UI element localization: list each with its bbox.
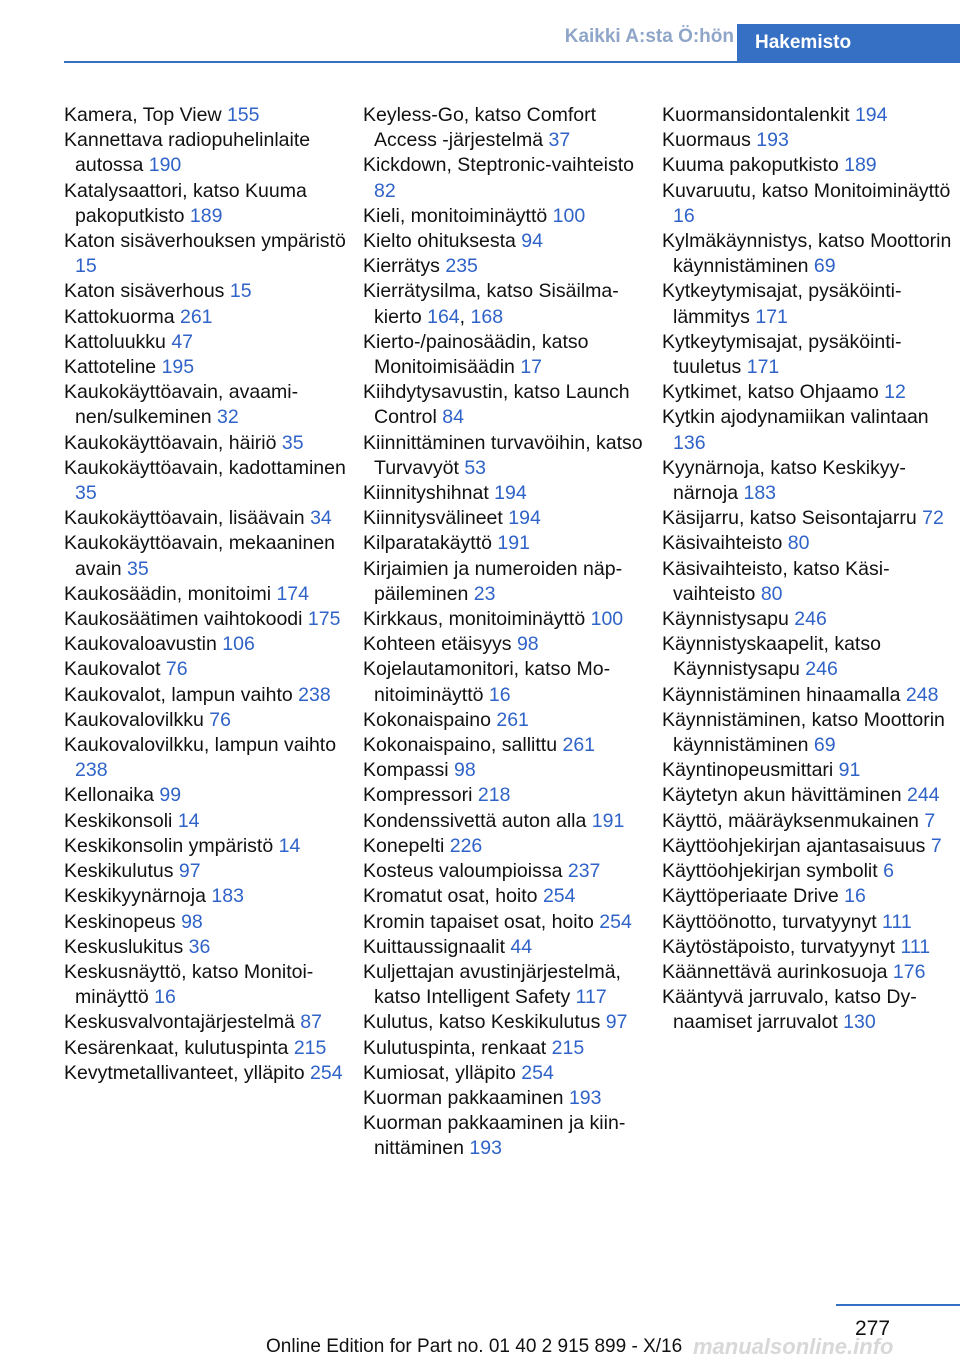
- index-term: Kääntyvä jarruvalo, katso Dynaamiset jarruvalot: [662, 986, 917, 1034]
- index-entry: [64, 431, 349, 456]
- page-link[interactable]: 189: [189, 204, 223, 227]
- tab-index[interactable]: Hakemisto: [737, 24, 960, 61]
- page-link[interactable]: 191: [591, 809, 625, 832]
- page-link[interactable]: 100: [552, 204, 586, 227]
- page-link[interactable]: 76: [209, 708, 231, 731]
- edition-note: Online Edition for Part no. 01 40 2 915 899 - X/16: [266, 1336, 683, 1357]
- page-link[interactable]: 44: [510, 935, 533, 958]
- index-entry: [363, 910, 648, 935]
- index-entry: [64, 935, 349, 960]
- index-term: Kuorman pakkaaminen ja kiinnittäminen: [363, 1112, 626, 1160]
- index-entry: [64, 884, 349, 909]
- index-term: Kickdown, Steptronic-vaihteisto: [363, 154, 634, 177]
- page-link[interactable]: 195: [161, 356, 195, 379]
- page-link[interactable]: 171: [755, 305, 788, 328]
- index-entry: [662, 708, 952, 758]
- index-term: Käynnistäminen hinaamalla: [662, 683, 906, 706]
- index-entry: [363, 1086, 648, 1111]
- index-term: Kierrätys: [363, 255, 446, 278]
- index-term: Kuormaus: [662, 129, 757, 152]
- index-entry: [662, 279, 952, 329]
- index-term: Kohteen etäisyys: [363, 633, 517, 656]
- index-term: Kuljettajan avustinjärjestelmä, katso Intelligent Safety: [363, 960, 621, 1009]
- page-link[interactable]: 14: [177, 809, 200, 832]
- page-link[interactable]: 261: [179, 305, 213, 328]
- index-entry: [363, 733, 648, 758]
- page-link[interactable]: 130: [843, 1011, 876, 1034]
- index-entry: [363, 834, 648, 859]
- index-entry: [363, 1061, 648, 1086]
- index-entry: [363, 632, 648, 657]
- index-entry: [363, 708, 648, 733]
- index-entry: [363, 783, 648, 808]
- index-entry: [662, 809, 952, 834]
- page-link[interactable]: 246: [805, 658, 838, 681]
- page-separator: ,: [459, 305, 471, 328]
- page-link[interactable]: 53: [464, 456, 487, 479]
- index-term: Kattoteline: [64, 356, 162, 379]
- index-entry: [64, 456, 349, 506]
- page-link[interactable]: 244: [906, 784, 940, 807]
- page-link[interactable]: 23: [473, 582, 496, 605]
- index-term: Katon sisäverhouksen ympäristö: [64, 230, 346, 253]
- index-term: Kompressori: [363, 784, 478, 807]
- index-term: Kiihdytysavustin, katso Launch Control: [363, 381, 630, 429]
- index-entry: [363, 1036, 648, 1061]
- page-link[interactable]: 100: [590, 608, 624, 631]
- index-entry: [363, 279, 648, 329]
- index-term: Katon sisäverhous: [64, 280, 230, 303]
- index-term: Keskinopeus: [64, 910, 182, 933]
- index-term: Kaukosäätimen vaihtokoodi: [64, 608, 308, 631]
- index-term: Käsijarru, katso Seisontajarru: [662, 507, 923, 530]
- index-term: Keskikonsoli: [64, 809, 178, 832]
- page-link[interactable]: 97: [605, 1011, 628, 1034]
- index-entry: [662, 380, 952, 405]
- index-term: Käyttöperiaate Drive: [662, 885, 845, 908]
- index-term: Kumiosat, ylläpito: [363, 1061, 522, 1084]
- page-link[interactable]: 16: [844, 885, 866, 908]
- index-entry: [64, 859, 349, 884]
- page-link[interactable]: 37: [548, 129, 571, 152]
- page-link[interactable]: 193: [568, 1086, 602, 1109]
- page-link[interactable]: 190: [148, 154, 182, 177]
- index-entry: [363, 103, 648, 153]
- index-entry: [662, 103, 952, 128]
- index-entry: [64, 179, 349, 229]
- page-link[interactable]: 32: [217, 406, 239, 429]
- index-term: Käsivaihteisto, katso Käsivaihteisto: [662, 557, 890, 605]
- index-term: Kirkkaus, monitoiminäyttö: [363, 608, 591, 631]
- index-term: Kytkin ajodynamiikan valintaan: [662, 406, 929, 429]
- index-entry: [64, 531, 349, 581]
- index-entry: [363, 884, 648, 909]
- page-link[interactable]: 174: [276, 582, 309, 605]
- page-link[interactable]: 72: [922, 507, 944, 530]
- page-link[interactable]: 176: [892, 960, 926, 983]
- index-term: Kaukovalovilkku, lampun vaihto: [64, 734, 337, 757]
- index-term: Kokonaispaino, sallittu: [363, 734, 563, 757]
- index-term: Kellonaika: [64, 784, 160, 807]
- index-term: Käyttöohjekirjan ajantasaisuus: [662, 834, 931, 857]
- index-term: Kierrätysilma, katso Sisäilmakierto: [363, 280, 619, 328]
- breadcrumb[interactable]: Kaikki A:sta Ö:hön: [564, 26, 734, 47]
- page-link[interactable]: 80: [787, 532, 810, 555]
- index-term: Kieli, monitoiminäyttö: [363, 204, 553, 227]
- index-entry: [662, 179, 952, 229]
- watermark: manualsonline.info: [693, 1334, 894, 1359]
- index-term: Kuittaussignaalit: [363, 935, 511, 958]
- index-term: Kyynärnoja, katso Keskikyynärnoja: [662, 456, 906, 505]
- index-term: Kuorman pakkaaminen: [363, 1086, 569, 1109]
- index-term: Kosteus valoumpioissa: [363, 860, 568, 883]
- page-link[interactable]: 194: [508, 507, 541, 530]
- index-entry: [662, 456, 952, 506]
- index-term: Konepelti: [363, 834, 450, 857]
- page-link[interactable]: 183: [743, 482, 777, 505]
- page-link[interactable]: 12: [884, 381, 906, 404]
- index-term: Kaukokäyttöavain, avaaminen/sulkeminen: [64, 381, 299, 429]
- index-entry: [64, 1010, 349, 1035]
- index-entry: [64, 279, 349, 304]
- index-entry: [662, 632, 952, 682]
- index-entry: [64, 960, 349, 1010]
- index-entry: [363, 380, 648, 430]
- index-entry: [64, 103, 349, 128]
- index-entry: [64, 783, 349, 808]
- index-entry: [64, 834, 349, 859]
- page-link[interactable]: 254: [521, 1061, 554, 1084]
- index-entry: [662, 557, 952, 607]
- index-term: Kaukovaloavustin: [64, 633, 223, 656]
- page-link[interactable]: 16: [488, 683, 511, 706]
- page-link[interactable]: 194: [494, 482, 527, 505]
- index-term: Kytkimet, katso Ohjaamo: [662, 381, 885, 404]
- index-term: Käytöstäpoisto, turvatyynyt: [662, 935, 901, 958]
- index-term: Kaukovalot: [64, 658, 166, 681]
- index-entry: [363, 330, 648, 380]
- index-term: Kiinnitysvälineet: [363, 507, 509, 530]
- index-column-2: [363, 103, 648, 1162]
- index-entry: [363, 254, 648, 279]
- index-entry: [64, 733, 349, 783]
- page-link[interactable]: 15: [229, 280, 252, 303]
- page-link[interactable]: 7: [924, 809, 936, 832]
- index-entry: [64, 632, 349, 657]
- index-term: Käännettävä aurinkosuoja: [662, 960, 893, 983]
- page-link[interactable]: 16: [673, 204, 695, 227]
- index-entry: [662, 153, 952, 178]
- index-term: Kierto-/painosäädin, katso Monitoimisäädin: [363, 330, 589, 379]
- index-term: Kytkeytymisajat, pysäköintilämmitys: [662, 280, 902, 328]
- index-term: Kokonaispaino: [363, 708, 497, 731]
- page-link[interactable]: 34: [310, 507, 332, 530]
- index-entry: [64, 229, 349, 279]
- page-link[interactable]: 69: [813, 255, 836, 278]
- index-term: Kamera, Top View: [64, 104, 227, 126]
- page-link[interactable]: 16: [154, 986, 176, 1009]
- page-link[interactable]: 98: [516, 633, 539, 656]
- page-link[interactable]: 261: [562, 734, 596, 757]
- page-link[interactable]: 76: [165, 658, 188, 681]
- page-link[interactable]: 82: [374, 179, 396, 202]
- index-entry: [64, 128, 349, 178]
- page-link[interactable]: 111: [882, 910, 912, 933]
- page-link[interactable]: 6: [883, 860, 894, 883]
- index-term: Kompassi: [363, 759, 455, 782]
- index-term: Kuormansidontalenkit: [662, 104, 855, 126]
- index-entry: [64, 355, 349, 380]
- page-link[interactable]: 111: [900, 935, 931, 958]
- index-term: Kaukosäädin, monitoimi: [64, 582, 277, 605]
- page-link[interactable]: 35: [75, 482, 97, 505]
- page-link[interactable]: 35: [281, 431, 304, 454]
- index-column-3: [662, 103, 952, 1036]
- index-entry: [662, 935, 952, 960]
- page-link[interactable]: 99: [159, 784, 182, 807]
- index-entry: [64, 506, 349, 531]
- index-entry: [64, 708, 349, 733]
- index-entry: [64, 809, 349, 834]
- index-entry: [363, 758, 648, 783]
- index-entry: [363, 481, 648, 506]
- index-term: Käynnistäminen, katso Moottorin käynnistäminen: [662, 708, 945, 757]
- index-entry: [363, 935, 648, 960]
- page-link[interactable]: 215: [293, 1036, 327, 1059]
- page-link[interactable]: 136: [673, 431, 706, 454]
- page-link[interactable]: 238: [75, 759, 108, 782]
- page-link[interactable]: 171: [746, 356, 780, 379]
- header-divider: [64, 61, 960, 63]
- page-link[interactable]: 17: [520, 356, 543, 379]
- page-link[interactable]: 226: [449, 834, 483, 857]
- index-term: Kirjaimien ja numeroiden näppäileminen: [363, 557, 623, 605]
- index-entry: [363, 607, 648, 632]
- index-entry: [363, 204, 648, 229]
- page-link[interactable]: 237: [567, 860, 601, 883]
- page-link[interactable]: 80: [760, 582, 783, 605]
- page-link[interactable]: 164: [427, 305, 460, 328]
- page-header: [0, 0, 960, 62]
- index-entry: [662, 128, 952, 153]
- index-entry: [64, 910, 349, 935]
- index-term: Kromin tapaiset osat, hoito: [363, 910, 600, 933]
- index-entry: [662, 330, 952, 380]
- index-term: Kaukokäyttöavain, kadottaminen: [64, 456, 346, 479]
- page-link[interactable]: 246: [794, 608, 827, 631]
- index-term: Käsivaihteisto: [662, 532, 788, 555]
- index-entry: [662, 884, 952, 909]
- index-entry: [363, 557, 648, 607]
- index-term: Kielto ohituksesta: [363, 230, 522, 253]
- page-link[interactable]: 189: [844, 154, 877, 177]
- index-entry: [662, 405, 952, 455]
- index-column-1: [64, 103, 349, 1086]
- index-term: Kondenssivettä auton alla: [363, 809, 592, 832]
- page-link[interactable]: 94: [521, 230, 543, 253]
- index-entry: [662, 910, 952, 935]
- index-entry: [363, 1010, 648, 1035]
- page-link[interactable]: 254: [599, 910, 632, 933]
- index-term: Käynnistysapu: [662, 608, 795, 631]
- page-link[interactable]: 193: [756, 129, 789, 152]
- index-term: Kulutuspinta, renkaat: [363, 1036, 552, 1059]
- page-link[interactable]: 238: [298, 683, 331, 706]
- index-term: Kaukokäyttöavain, häiriö: [64, 431, 282, 454]
- index-entry: [662, 683, 952, 708]
- index-term: Kytkeytymisajat, pysäköintituuletus: [662, 330, 902, 379]
- page-link[interactable]: 235: [445, 255, 478, 278]
- page-link[interactable]: 183: [211, 885, 244, 908]
- footer-divider: [836, 1304, 960, 1306]
- index-entry: [64, 582, 349, 607]
- index-entry: [363, 506, 648, 531]
- index-entry: [662, 758, 952, 783]
- index-term: Käytetyn akun hävittäminen: [662, 784, 907, 807]
- index-term: Keskuslukitus: [64, 935, 189, 958]
- index-term: Kilparatakäyttö: [363, 532, 498, 555]
- page-link[interactable]: 91: [838, 759, 861, 782]
- index-entry: [363, 1111, 648, 1161]
- index-term: Kojelautamonitori, katso Monitoiminäyttö: [363, 658, 611, 706]
- index-entry: [64, 305, 349, 330]
- page-link[interactable]: 69: [813, 734, 836, 757]
- page-link[interactable]: 194: [854, 104, 888, 126]
- index-term: Keskusvalvontajärjestelmä: [64, 1011, 301, 1034]
- index-term: Keyless-Go, katso Comfort Access ‑järjestelmä: [363, 104, 596, 152]
- index-entry: [363, 431, 648, 481]
- page-link[interactable]: 193: [469, 1137, 502, 1160]
- index-entry: [64, 1036, 349, 1061]
- index-entry: [64, 330, 349, 355]
- index-entry: [662, 834, 952, 859]
- index-term: Kaukovalovilkku: [64, 708, 210, 731]
- page-link[interactable]: 14: [278, 834, 301, 857]
- index-term: Kuuma pakoputkisto: [662, 154, 845, 177]
- page-link[interactable]: 106: [222, 633, 255, 656]
- page-link[interactable]: 117: [575, 986, 607, 1009]
- page-link[interactable]: 248: [905, 683, 939, 706]
- page-link[interactable]: 84: [442, 406, 464, 429]
- page-number: 277: [855, 1317, 891, 1340]
- index-entry: [64, 380, 349, 430]
- page-link[interactable]: 47: [171, 330, 194, 353]
- index-term: Käynnistyskaapelit, katso Käynnistysapu: [662, 633, 881, 681]
- index-entry: [363, 809, 648, 834]
- index-entry: [662, 531, 952, 556]
- page-link[interactable]: 254: [310, 1061, 343, 1084]
- index-term: Kaukokäyttöavain, mekaaninen avain: [64, 532, 336, 580]
- index-term: Käyttöohjekirjan symbolit: [662, 860, 884, 883]
- page-link[interactable]: 7: [930, 834, 942, 857]
- page-link[interactable]: 98: [454, 759, 476, 782]
- page-link[interactable]: 168: [470, 305, 504, 328]
- index-term: Kuvaruutu, katso Monitoiminäyttö: [662, 179, 951, 202]
- index-entry: [363, 531, 648, 556]
- index-entry: [662, 783, 952, 808]
- index-entry: [662, 607, 952, 632]
- index-entry: [662, 229, 952, 279]
- index-term: Kulutus, katso Keskikulutus: [363, 1011, 606, 1034]
- page-link[interactable]: 215: [551, 1036, 585, 1059]
- index-term: Kylmäkäynnistys, katso Moottorin käynnistäminen: [662, 230, 952, 278]
- index-term: Käyttö, määräyksenmukainen: [662, 809, 925, 832]
- index-term: Kesärenkaat, kulutuspinta: [64, 1036, 294, 1059]
- index-entry: [64, 607, 349, 632]
- index-term: Kiinnityshihnat: [363, 482, 495, 505]
- index-term: Keskikyynärnoja: [64, 885, 212, 908]
- index-term: Keskikonsolin ympäristö: [64, 834, 279, 857]
- index-term: Kromatut osat, hoito: [363, 885, 543, 908]
- index-entry: [64, 657, 349, 682]
- index-term: Kiinnittäminen turvavöihin, katso Turvavyöt: [363, 431, 643, 479]
- page-link[interactable]: 175: [307, 608, 341, 631]
- page-link[interactable]: 35: [127, 557, 149, 580]
- index-entry: [64, 683, 349, 708]
- page-link[interactable]: 218: [477, 784, 511, 807]
- index-term: Kaukovalot, lampun vaihto: [64, 683, 299, 706]
- index-term: Keskikulutus: [64, 860, 179, 883]
- index-entry: [662, 960, 952, 985]
- index-term: Kattokuorma: [64, 305, 180, 328]
- page-link[interactable]: 261: [496, 708, 529, 731]
- page-link[interactable]: 191: [497, 532, 530, 555]
- index-entry: [363, 859, 648, 884]
- index-term: Käyntinopeusmittari: [662, 759, 839, 782]
- page-link[interactable]: 15: [75, 255, 97, 278]
- page-link[interactable]: 36: [188, 935, 211, 958]
- index-term: Kaukokäyttöavain, lisäävain: [64, 507, 311, 530]
- page-link[interactable]: 254: [542, 885, 576, 908]
- page-link[interactable]: 155: [226, 104, 260, 126]
- index-entry: [363, 229, 648, 254]
- page-link[interactable]: 87: [300, 1011, 322, 1034]
- index-entry: [662, 506, 952, 531]
- index-entry: [662, 859, 952, 884]
- index-term: Keskusnäyttö, katso Monitoiminäyttö: [64, 960, 314, 1009]
- index-term: Kannettava radiopuhelinlaite autossa: [64, 129, 311, 177]
- index-entry: [363, 153, 648, 203]
- index-entry: [662, 985, 952, 1035]
- index-term: Katalysaattori, katso Kuuma pakoputkisto: [64, 179, 307, 227]
- index-term: Kattoluukku: [64, 330, 172, 353]
- index-term: Käyttöönotto, turvatyynyt: [662, 910, 883, 933]
- index-term: Kevytmetallivanteet, ylläpito: [64, 1061, 311, 1084]
- page-link[interactable]: 97: [178, 860, 201, 883]
- index-entry: [363, 657, 648, 707]
- index-entry: [363, 960, 648, 1010]
- index-entry: [64, 1061, 349, 1086]
- page-link[interactable]: 98: [181, 910, 203, 933]
